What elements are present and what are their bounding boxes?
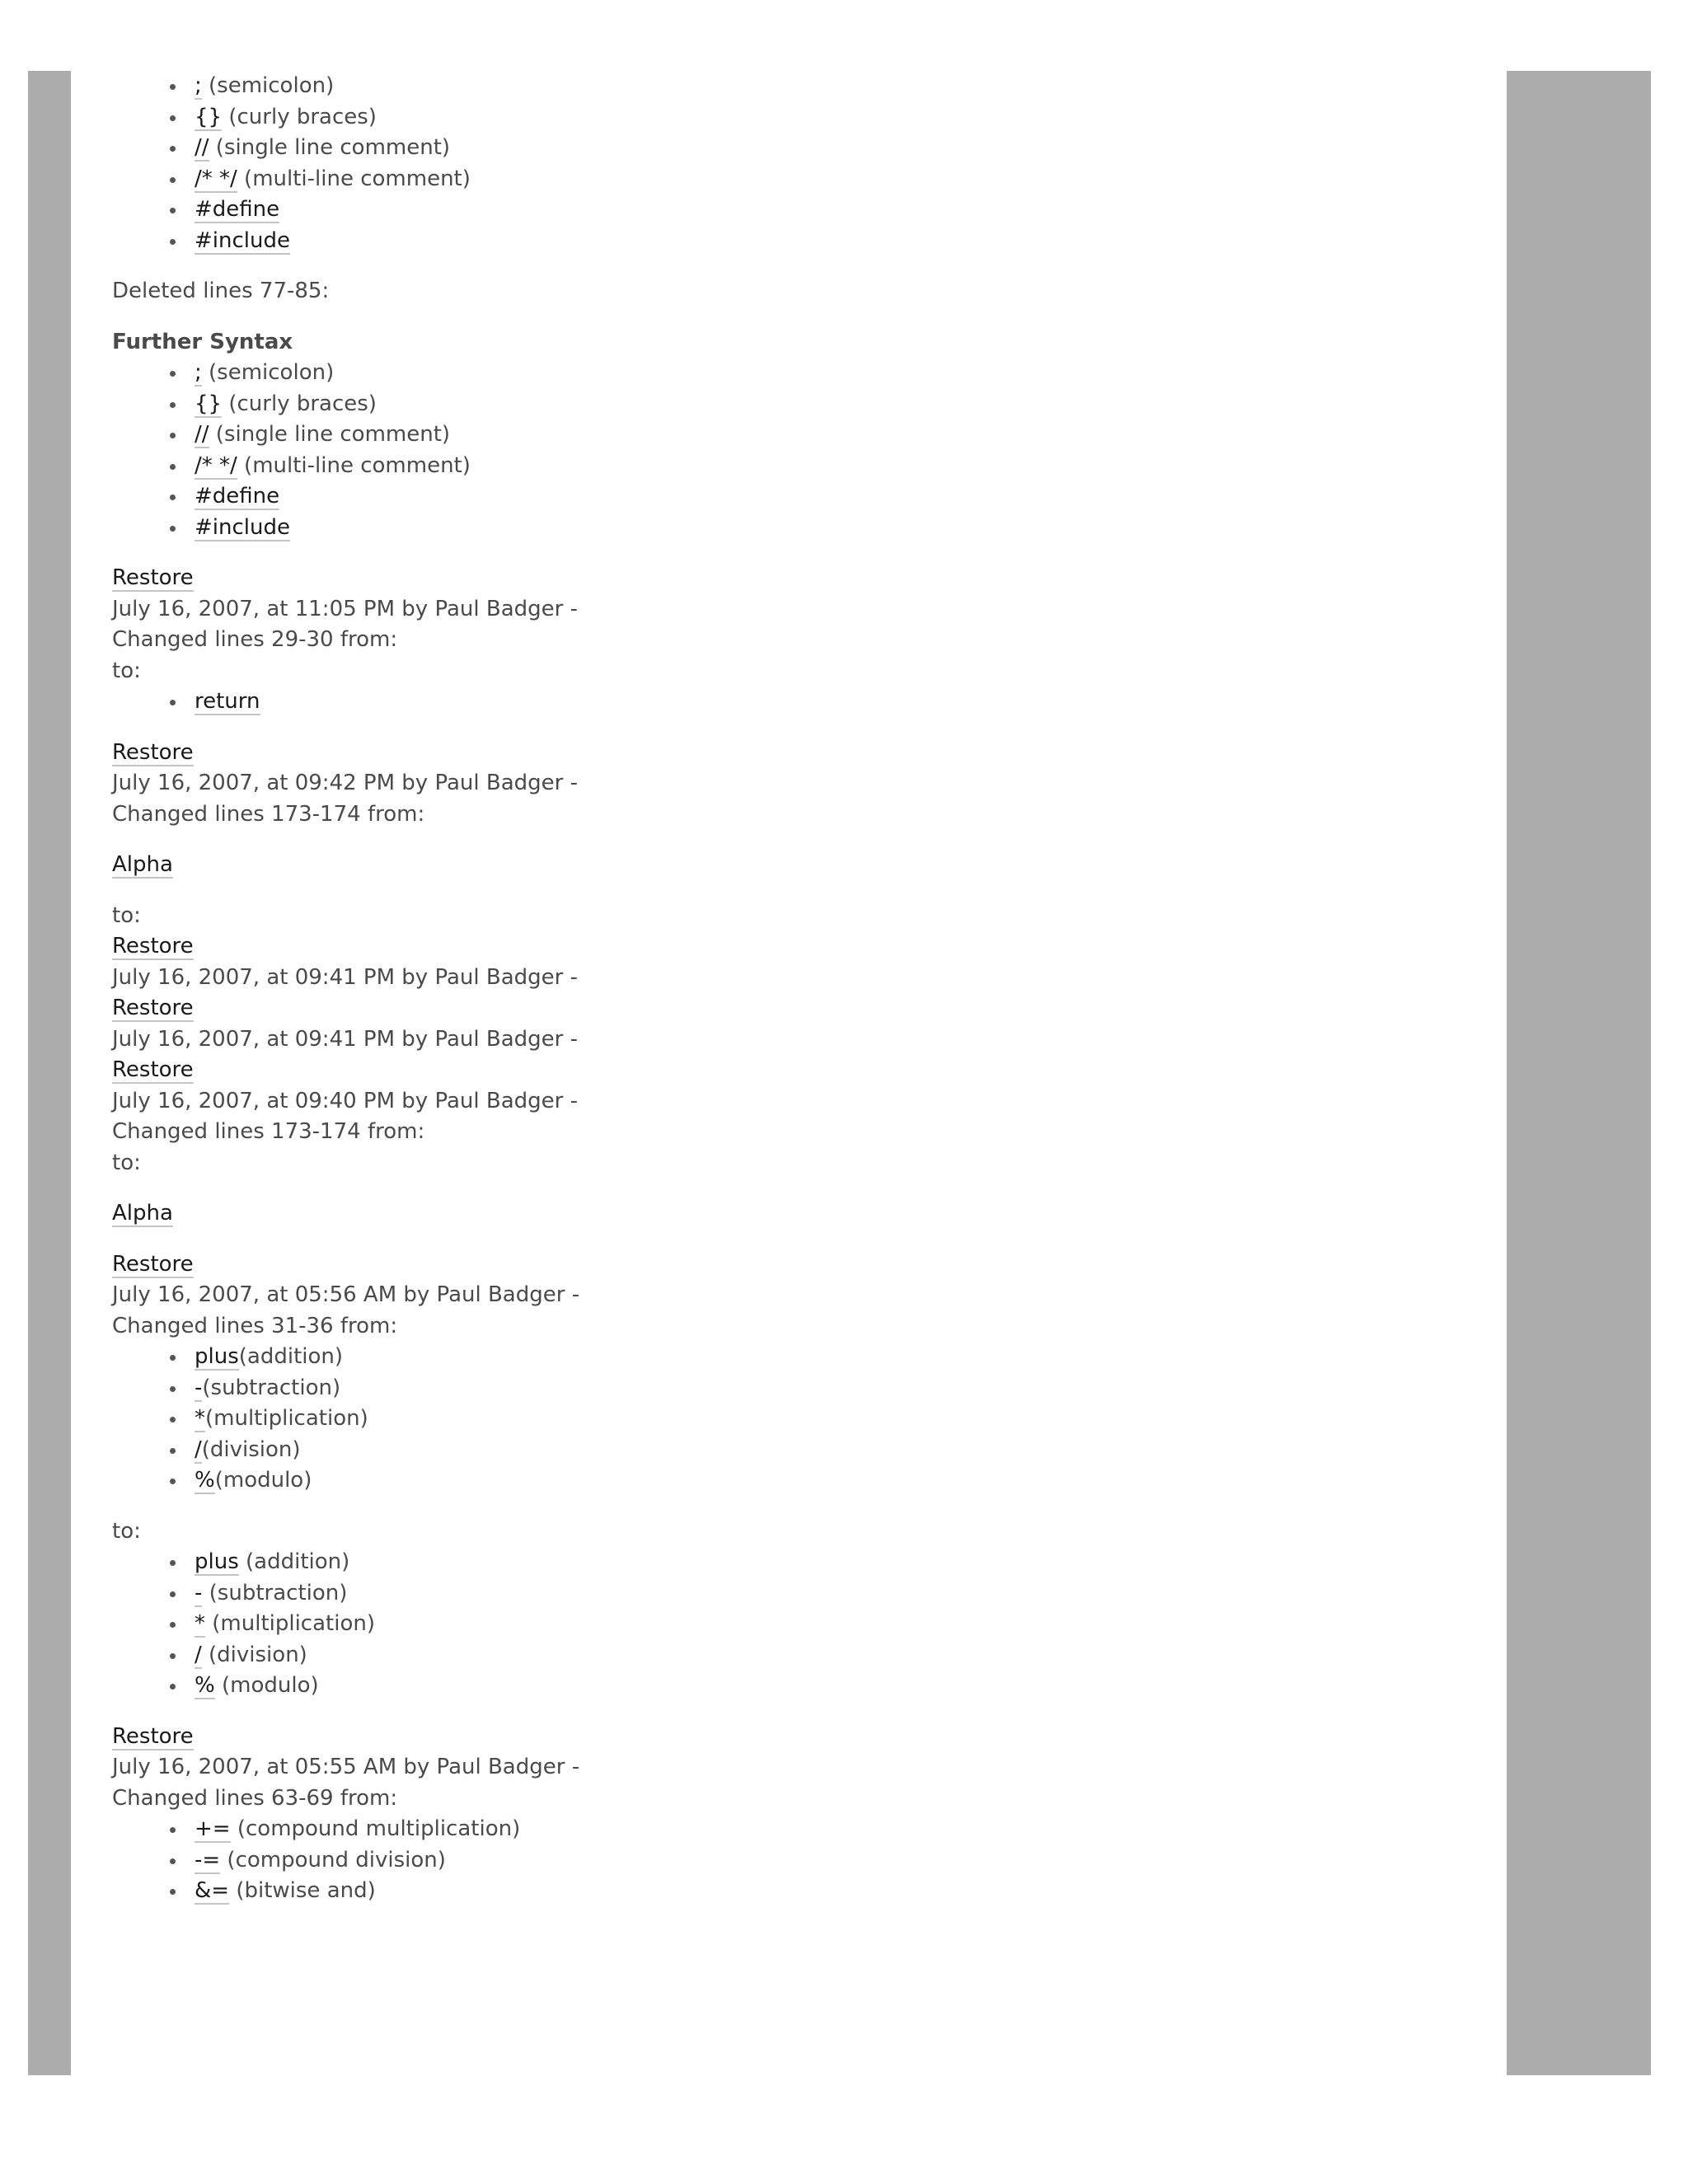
revision-to-label: to: (112, 1518, 141, 1544)
link-multi-comment[interactable]: /* */ (195, 452, 237, 478)
left-sidebar (28, 71, 71, 2075)
item-description: (subtraction) (202, 1580, 348, 1605)
link-percent[interactable]: % (195, 1673, 215, 1698)
item-description: (semicolon) (201, 360, 335, 385)
syntax-list-top (112, 71, 1464, 256)
link-define[interactable]: #define (195, 197, 280, 222)
revision-meta: July 16, 2007, at 09:41 PM by Paul Badger - (112, 1026, 578, 1052)
item-description: (compound division) (220, 1847, 446, 1872)
revision-meta: July 16, 2007, at 05:55 AM by Paul Badger - (112, 1755, 580, 1779)
revision-to-label: to: (112, 1150, 141, 1175)
item-description: (single line comment) (209, 135, 451, 160)
list-item (195, 164, 1464, 195)
item-description: (single line comment) (209, 422, 451, 447)
revision-5 (112, 1055, 1464, 1230)
list-item (195, 102, 1464, 134)
revision-6 (112, 1249, 1464, 1702)
item-description: (compound multiplication) (230, 1816, 521, 1841)
item-description: (multi-line comment) (237, 452, 471, 478)
item-description: (semicolon) (201, 73, 335, 98)
list-item (195, 194, 1464, 226)
item-description: (subtraction) (202, 1375, 341, 1400)
item-description: (curly braces) (222, 104, 377, 129)
item-description: (modulo) (214, 1673, 319, 1698)
alpha-link[interactable]: Alpha (112, 1201, 173, 1226)
revision-meta: July 16, 2007, at 11:05 PM by Paul Badger - (112, 596, 578, 621)
link-minus[interactable]: - (195, 1580, 203, 1605)
link-include[interactable]: #include (195, 227, 290, 253)
item-description: (multi-line comment) (237, 166, 471, 191)
link-multi-comment[interactable]: /* */ (195, 166, 237, 191)
list-item (195, 419, 1464, 451)
item-description: (multiplication) (205, 1406, 368, 1431)
list-item (195, 1845, 1464, 1877)
list-item (195, 71, 1464, 102)
list-item (195, 1640, 1464, 1671)
list-item (195, 1671, 1464, 1702)
revision-from-list-b (112, 1876, 1464, 1907)
link-and-equals[interactable]: &= (195, 1878, 230, 1903)
item-description: (bitwise and) (229, 1878, 376, 1903)
revision-meta: July 16, 2007, at 09:42 PM by Paul Badger - (112, 771, 578, 795)
list-item (195, 513, 1464, 544)
item-description: (multiplication) (205, 1611, 375, 1636)
item-description: (addition) (238, 1549, 350, 1574)
item-description: (division) (201, 1436, 301, 1462)
revision-changed-lines: Changed lines 173-174 from: (112, 1119, 425, 1144)
link-curly-braces[interactable]: {} (195, 391, 223, 416)
revision-from-list-a (112, 1814, 1464, 1876)
list-item (195, 481, 1464, 513)
revision-4 (112, 993, 1464, 1055)
link-asterisk[interactable]: * (195, 1611, 205, 1636)
syntax-list-further (112, 358, 1464, 543)
link-define[interactable]: #define (195, 484, 280, 509)
list-item (195, 1373, 1464, 1404)
list-item (195, 1547, 1464, 1578)
list-item (195, 451, 1464, 482)
list-item (195, 1609, 1464, 1640)
revision-meta: July 16, 2007, at 09:40 PM by Paul Badger - (112, 1088, 578, 1113)
list-item (195, 1578, 1464, 1610)
link-slash[interactable]: / (195, 1436, 202, 1462)
revision-meta: July 16, 2007, at 09:41 PM by Paul Badger - (112, 964, 578, 990)
restore-link[interactable]: Restore (112, 565, 194, 590)
link-include[interactable]: #include (195, 514, 290, 540)
link-curly-braces[interactable]: {} (195, 104, 223, 129)
page-history-content (112, 71, 1464, 1907)
revision-changed-lines: Changed lines 63-69 from: (112, 1785, 398, 1811)
list-item (195, 687, 1464, 718)
revision-to-list (112, 687, 1464, 718)
list-item (195, 1876, 1464, 1907)
restore-link[interactable]: Restore (112, 1251, 194, 1277)
deleted-lines-text: Deleted lines 77-85: (112, 279, 330, 303)
list-item (195, 1465, 1464, 1497)
link-semicolon[interactable]: ; (195, 73, 202, 98)
item-description: (addition) (238, 1344, 344, 1369)
revision-2 (112, 738, 1464, 932)
revision-to-label: to: (112, 902, 141, 928)
link-single-comment[interactable]: // (195, 422, 209, 447)
revision-from-list (112, 1342, 1464, 1497)
link-minus[interactable]: - (195, 1375, 203, 1400)
link-single-comment[interactable]: // (195, 135, 209, 160)
revision-changed-lines: Changed lines 31-36 from: (112, 1313, 398, 1338)
link-plus[interactable]: plus (195, 1549, 239, 1574)
revision-to-list (112, 1547, 1464, 1702)
right-sidebar (1507, 71, 1651, 2075)
restore-link[interactable]: Restore (112, 934, 194, 958)
list-item (195, 226, 1464, 257)
item-description: (division) (201, 1642, 307, 1667)
link-slash[interactable]: / (195, 1642, 202, 1667)
list-item (195, 1435, 1464, 1466)
revision-changed-lines: Changed lines 29-30 from: (112, 627, 398, 652)
list-item (195, 358, 1464, 389)
link-asterisk[interactable]: * (195, 1406, 205, 1431)
list-item (195, 1404, 1464, 1435)
list-item (195, 389, 1464, 420)
item-description: (modulo) (214, 1468, 312, 1493)
restore-link[interactable]: Restore (112, 1723, 194, 1749)
revision-changed-lines: Changed lines 173-174 from: (112, 801, 425, 827)
link-return[interactable]: return (195, 689, 260, 714)
item-description: (curly braces) (222, 391, 377, 416)
link-plus[interactable]: plus (195, 1344, 239, 1369)
link-percent[interactable]: % (195, 1468, 215, 1493)
list-item (195, 1342, 1464, 1373)
revision-meta: July 16, 2007, at 05:56 AM by Paul Badger - (112, 1282, 580, 1307)
link-semicolon[interactable]: ; (195, 360, 202, 385)
restore-link[interactable]: Restore (112, 996, 194, 1020)
revision-1 (112, 563, 1464, 718)
list-item (195, 133, 1464, 164)
alpha-link[interactable]: Alpha (112, 852, 173, 877)
link-plus-equals[interactable]: += (195, 1816, 231, 1841)
revision-7 (112, 1722, 1464, 1907)
further-syntax-heading: Further Syntax (112, 329, 293, 354)
revision-to-label: to: (112, 658, 141, 683)
restore-link[interactable]: Restore (112, 1057, 194, 1082)
revision-3 (112, 931, 1464, 993)
restore-link[interactable]: Restore (112, 739, 194, 765)
list-item (195, 1814, 1464, 1845)
link-minus-equals[interactable]: -= (195, 1847, 221, 1872)
